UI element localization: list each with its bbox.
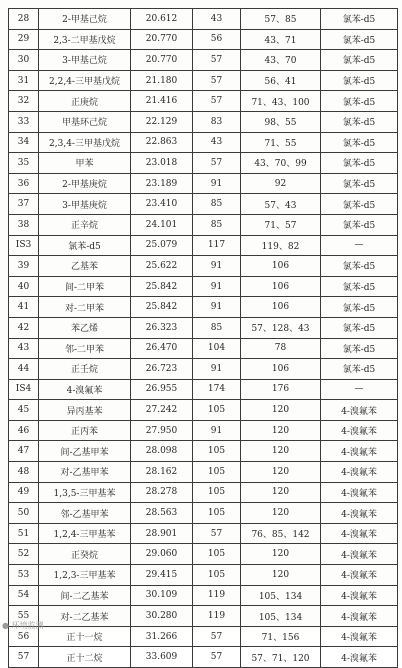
retention-time-cell: 26.723 — [131, 359, 193, 380]
quant-ion-cell: 57 — [193, 91, 241, 112]
qualifier-ions-cell: 120 — [241, 503, 321, 524]
quant-ion-cell: 85 — [193, 214, 241, 235]
table-row — [9, 626, 398, 647]
retention-time-cell: 28.563 — [131, 503, 193, 524]
retention-time-cell: 22.129 — [131, 111, 193, 132]
compound-name-cell: 4-溴氟苯 — [39, 379, 131, 400]
compound-name-cell: 间-乙基甲苯 — [39, 441, 131, 462]
internal-standard-cell: 氯苯-d5 — [321, 70, 398, 91]
table-row — [9, 565, 398, 586]
quant-ion-cell: 105 — [193, 565, 241, 586]
table-row — [9, 359, 398, 380]
quant-ion-cell: 91 — [193, 173, 241, 194]
quant-ion-cell: 174 — [193, 379, 241, 400]
quant-ion-cell: 57 — [193, 70, 241, 91]
retention-time-cell: 26.323 — [131, 317, 193, 338]
qualifier-ions-cell: 43、70、99 — [241, 153, 321, 174]
compound-table — [8, 8, 398, 668]
compound-name-cell: 正壬烷 — [39, 359, 131, 380]
qualifier-ions-cell: 76、85、142 — [241, 523, 321, 544]
row-number-cell: 32 — [9, 91, 39, 112]
compound-name-cell: 3-甲基庚烷 — [39, 194, 131, 215]
compound-name-cell: 正癸烷 — [39, 544, 131, 565]
internal-standard-cell: — — [321, 379, 398, 400]
table-row — [9, 379, 398, 400]
compound-name-cell: 正庚烷 — [39, 91, 131, 112]
internal-standard-cell: 4-溴氟苯 — [321, 647, 398, 668]
retention-time-cell: 23.018 — [131, 153, 193, 174]
row-number-cell: 41 — [9, 297, 39, 318]
retention-time-cell: 25.622 — [131, 256, 193, 277]
internal-standard-cell: 4-溴氟苯 — [321, 503, 398, 524]
internal-standard-cell: 4-溴氟苯 — [321, 462, 398, 483]
retention-time-cell: 27.242 — [131, 400, 193, 421]
row-number-cell: 43 — [9, 338, 39, 359]
qualifier-ions-cell: 120 — [241, 400, 321, 421]
quant-ion-cell: 119 — [193, 606, 241, 627]
retention-time-cell: 28.278 — [131, 482, 193, 503]
qualifier-ions-cell: 71、156 — [241, 626, 321, 647]
compound-name-cell: 邻-二甲苯 — [39, 338, 131, 359]
internal-standard-cell: 氯苯-d5 — [321, 132, 398, 153]
table-row — [9, 420, 398, 441]
retention-time-cell: 20.770 — [131, 29, 193, 50]
qualifier-ions-cell: 57、71、120 — [241, 647, 321, 668]
retention-time-cell: 21.180 — [131, 70, 193, 91]
retention-time-cell: 24.101 — [131, 214, 193, 235]
compound-name-cell: 氯苯-d5 — [39, 235, 131, 256]
internal-standard-cell: 氯苯-d5 — [321, 256, 398, 277]
table-row — [9, 544, 398, 565]
row-number-cell: 28 — [9, 9, 39, 30]
qualifier-ions-cell: 120 — [241, 462, 321, 483]
compound-name-cell: 正丙苯 — [39, 420, 131, 441]
row-number-cell: 51 — [9, 523, 39, 544]
retention-time-cell: 28.901 — [131, 523, 193, 544]
compound-name-cell: 2-甲基己烷 — [39, 9, 131, 30]
compound-name-cell: 2,3,4-三甲基戊烷 — [39, 132, 131, 153]
qualifier-ions-cell: 78 — [241, 338, 321, 359]
internal-standard-cell: 4-溴氟苯 — [321, 606, 398, 627]
compound-name-cell: 正十一烷 — [39, 626, 131, 647]
internal-standard-cell: 4-溴氟苯 — [321, 400, 398, 421]
row-number-cell: 50 — [9, 503, 39, 524]
table-row — [9, 132, 398, 153]
quant-ion-cell: 91 — [193, 359, 241, 380]
internal-standard-cell: 氯苯-d5 — [321, 50, 398, 71]
compound-name-cell: 对-二乙基苯 — [39, 606, 131, 627]
compound-name-cell: 甲基环己烷 — [39, 111, 131, 132]
table-row — [9, 111, 398, 132]
qualifier-ions-cell: 43、71 — [241, 29, 321, 50]
internal-standard-cell: 氯苯-d5 — [321, 317, 398, 338]
internal-standard-cell: 4-溴氟苯 — [321, 565, 398, 586]
row-number-cell: IS3 — [9, 235, 39, 256]
qualifier-ions-cell: 57、128、43 — [241, 317, 321, 338]
qualifier-ions-cell: 105、134 — [241, 585, 321, 606]
row-number-cell: 54 — [9, 585, 39, 606]
table-body — [9, 9, 398, 668]
compound-name-cell: 正辛烷 — [39, 214, 131, 235]
qualifier-ions-cell: 120 — [241, 420, 321, 441]
table-row — [9, 9, 398, 30]
compound-name-cell: 甲苯 — [39, 153, 131, 174]
compound-name-cell: 2,3-二甲基戊烷 — [39, 29, 131, 50]
row-number-cell: 33 — [9, 111, 39, 132]
qualifier-ions-cell: 106 — [241, 297, 321, 318]
retention-time-cell: 31.266 — [131, 626, 193, 647]
internal-standard-cell: 氯苯-d5 — [321, 297, 398, 318]
table-row — [9, 647, 398, 668]
row-number-cell: 34 — [9, 132, 39, 153]
table-row — [9, 338, 398, 359]
row-number-cell: 44 — [9, 359, 39, 380]
compound-name-cell: 异丙基苯 — [39, 400, 131, 421]
quant-ion-cell: 57 — [193, 50, 241, 71]
internal-standard-cell: 氯苯-d5 — [321, 153, 398, 174]
internal-standard-cell: 4-溴氟苯 — [321, 420, 398, 441]
retention-time-cell: 29.060 — [131, 544, 193, 565]
internal-standard-cell: 氯苯-d5 — [321, 359, 398, 380]
internal-standard-cell: 氯苯-d5 — [321, 91, 398, 112]
compound-name-cell: 3-甲基己烷 — [39, 50, 131, 71]
table-row — [9, 153, 398, 174]
qualifier-ions-cell: 120 — [241, 482, 321, 503]
internal-standard-cell: 氯苯-d5 — [321, 29, 398, 50]
retention-time-cell: 23.189 — [131, 173, 193, 194]
qualifier-ions-cell: 105、134 — [241, 606, 321, 627]
qualifier-ions-cell: 43、70 — [241, 50, 321, 71]
quant-ion-cell: 43 — [193, 132, 241, 153]
compound-name-cell: 邻-乙基甲苯 — [39, 503, 131, 524]
table-row — [9, 503, 398, 524]
retention-time-cell: 27.950 — [131, 420, 193, 441]
compound-name-cell: 苯乙烯 — [39, 317, 131, 338]
retention-time-cell: 29.415 — [131, 565, 193, 586]
quant-ion-cell: 105 — [193, 503, 241, 524]
table-row — [9, 194, 398, 215]
internal-standard-cell: 氯苯-d5 — [321, 276, 398, 297]
internal-standard-cell: 4-溴氟苯 — [321, 544, 398, 565]
quant-ion-cell: 105 — [193, 544, 241, 565]
internal-standard-cell: 4-溴氟苯 — [321, 441, 398, 462]
qualifier-ions-cell: 71、55 — [241, 132, 321, 153]
row-number-cell: 37 — [9, 194, 39, 215]
quant-ion-cell: 57 — [193, 523, 241, 544]
quant-ion-cell: 119 — [193, 585, 241, 606]
retention-time-cell: 26.955 — [131, 379, 193, 400]
row-number-cell: 36 — [9, 173, 39, 194]
quant-ion-cell: 83 — [193, 111, 241, 132]
qualifier-ions-cell: 120 — [241, 565, 321, 586]
table-row — [9, 276, 398, 297]
qualifier-ions-cell: 120 — [241, 544, 321, 565]
table-row — [9, 235, 398, 256]
quant-ion-cell: 56 — [193, 29, 241, 50]
watermark: ● 环境监测 — [2, 621, 44, 630]
table-row — [9, 91, 398, 112]
row-number-cell: 56 — [9, 626, 39, 647]
compound-name-cell: 正十二烷 — [39, 647, 131, 668]
quant-ion-cell: 91 — [193, 276, 241, 297]
quant-ion-cell: 105 — [193, 462, 241, 483]
retention-time-cell: 21.416 — [131, 91, 193, 112]
qualifier-ions-cell: 120 — [241, 441, 321, 462]
internal-standard-cell: 氯苯-d5 — [321, 194, 398, 215]
compound-name-cell: 2,2,4-三甲基戊烷 — [39, 70, 131, 91]
table-row — [9, 462, 398, 483]
qualifier-ions-cell: 57、43 — [241, 194, 321, 215]
table-row — [9, 29, 398, 50]
retention-time-cell: 25.842 — [131, 297, 193, 318]
retention-time-cell: 30.109 — [131, 585, 193, 606]
qualifier-ions-cell: 57、85 — [241, 9, 321, 30]
internal-standard-cell: 4-溴氟苯 — [321, 523, 398, 544]
row-number-cell: 53 — [9, 565, 39, 586]
retention-time-cell: 30.280 — [131, 606, 193, 627]
quant-ion-cell: 105 — [193, 441, 241, 462]
retention-time-cell: 25.842 — [131, 276, 193, 297]
compound-name-cell: 1,2,3-三甲基苯 — [39, 565, 131, 586]
internal-standard-cell: — — [321, 235, 398, 256]
table-row — [9, 297, 398, 318]
table-row — [9, 606, 398, 627]
retention-time-cell: 28.162 — [131, 462, 193, 483]
internal-standard-cell: 氯苯-d5 — [321, 173, 398, 194]
row-number-cell: 48 — [9, 462, 39, 483]
compound-name-cell: 对-二甲苯 — [39, 297, 131, 318]
quant-ion-cell: 91 — [193, 420, 241, 441]
retention-time-cell: 20.612 — [131, 9, 193, 30]
compound-name-cell: 间-二乙基苯 — [39, 585, 131, 606]
retention-time-cell: 25.079 — [131, 235, 193, 256]
row-number-cell: 31 — [9, 70, 39, 91]
row-number-cell: 29 — [9, 29, 39, 50]
row-number-cell: 38 — [9, 214, 39, 235]
qualifier-ions-cell: 119、82 — [241, 235, 321, 256]
table-row — [9, 482, 398, 503]
quant-ion-cell: 91 — [193, 256, 241, 277]
row-number-cell: 45 — [9, 400, 39, 421]
compound-name-cell: 间-二甲苯 — [39, 276, 131, 297]
quant-ion-cell: 43 — [193, 9, 241, 30]
retention-time-cell: 23.410 — [131, 194, 193, 215]
qualifier-ions-cell: 56、41 — [241, 70, 321, 91]
table-row — [9, 441, 398, 462]
qualifier-ions-cell: 106 — [241, 359, 321, 380]
retention-time-cell: 33.609 — [131, 647, 193, 668]
internal-standard-cell: 氯苯-d5 — [321, 338, 398, 359]
table-row — [9, 317, 398, 338]
table-row — [9, 400, 398, 421]
table-row — [9, 523, 398, 544]
internal-standard-cell: 氯苯-d5 — [321, 9, 398, 30]
row-number-cell: 30 — [9, 50, 39, 71]
table-row — [9, 214, 398, 235]
row-number-cell: 40 — [9, 276, 39, 297]
table-row — [9, 70, 398, 91]
row-number-cell: 46 — [9, 420, 39, 441]
quant-ion-cell: 57 — [193, 626, 241, 647]
qualifier-ions-cell: 106 — [241, 256, 321, 277]
quant-ion-cell: 85 — [193, 194, 241, 215]
row-number-cell: IS4 — [9, 379, 39, 400]
qualifier-ions-cell: 71、57 — [241, 214, 321, 235]
qualifier-ions-cell: 71、43、100 — [241, 91, 321, 112]
compound-name-cell: 2-甲基庚烷 — [39, 173, 131, 194]
qualifier-ions-cell: 106 — [241, 276, 321, 297]
table-row — [9, 173, 398, 194]
qualifier-ions-cell: 98、55 — [241, 111, 321, 132]
table-row — [9, 256, 398, 277]
quant-ion-cell: 57 — [193, 647, 241, 668]
quant-ion-cell: 91 — [193, 297, 241, 318]
retention-time-cell: 22.863 — [131, 132, 193, 153]
table-row — [9, 50, 398, 71]
internal-standard-cell: 4-溴氟苯 — [321, 626, 398, 647]
quant-ion-cell: 85 — [193, 317, 241, 338]
row-number-cell: 35 — [9, 153, 39, 174]
qualifier-ions-cell: 176 — [241, 379, 321, 400]
internal-standard-cell: 氯苯-d5 — [321, 111, 398, 132]
table-row — [9, 585, 398, 606]
retention-time-cell: 26.470 — [131, 338, 193, 359]
internal-standard-cell: 4-溴氟苯 — [321, 482, 398, 503]
row-number-cell: 42 — [9, 317, 39, 338]
row-number-cell: 39 — [9, 256, 39, 277]
compound-name-cell: 1,3,5-三甲基苯 — [39, 482, 131, 503]
retention-time-cell: 28.098 — [131, 441, 193, 462]
quant-ion-cell: 105 — [193, 482, 241, 503]
quant-ion-cell: 105 — [193, 400, 241, 421]
quant-ion-cell: 57 — [193, 153, 241, 174]
qualifier-ions-cell: 92 — [241, 173, 321, 194]
compound-name-cell: 1,2,4-三甲基苯 — [39, 523, 131, 544]
row-number-cell: 57 — [9, 647, 39, 668]
internal-standard-cell: 氯苯-d5 — [321, 214, 398, 235]
row-number-cell: 49 — [9, 482, 39, 503]
internal-standard-cell: 4-溴氟苯 — [321, 585, 398, 606]
row-number-cell: 47 — [9, 441, 39, 462]
compound-name-cell: 对-乙基甲苯 — [39, 462, 131, 483]
row-number-cell: 55 — [9, 606, 39, 627]
retention-time-cell: 20.770 — [131, 50, 193, 71]
quant-ion-cell: 104 — [193, 338, 241, 359]
compound-name-cell: 乙基苯 — [39, 256, 131, 277]
quant-ion-cell: 117 — [193, 235, 241, 256]
row-number-cell: 52 — [9, 544, 39, 565]
